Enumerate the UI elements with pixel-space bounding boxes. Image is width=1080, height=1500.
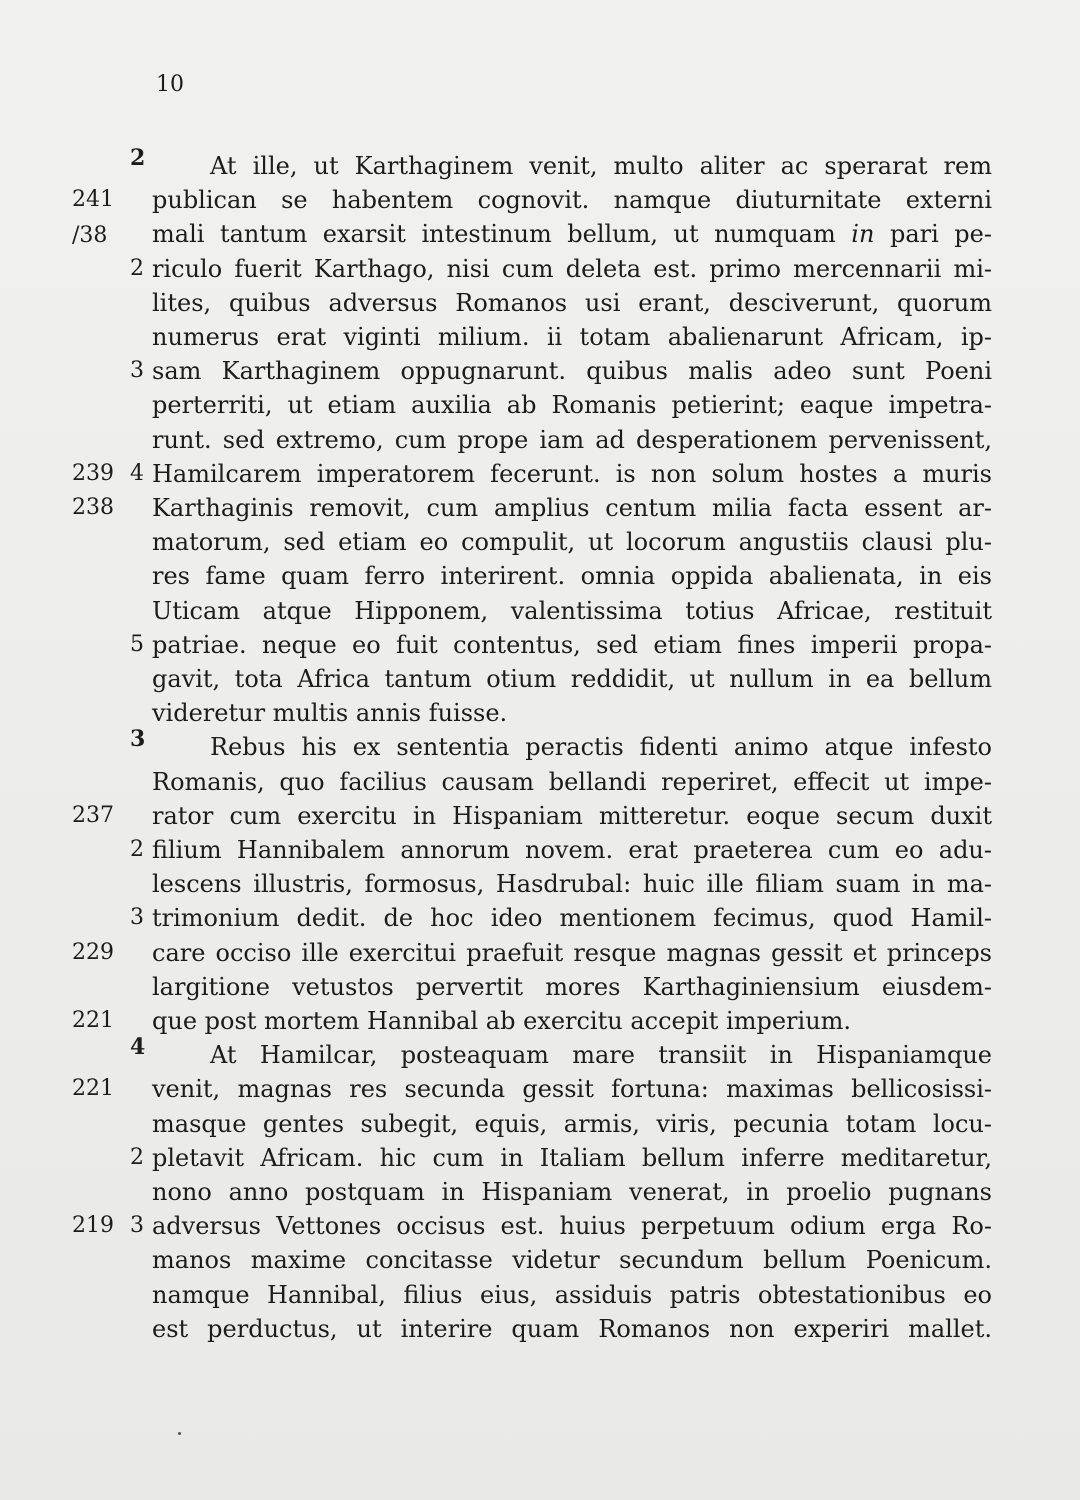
line-text: sam Karthaginem oppugnarunt. quibus malis adeo sunt Poeni [152,357,992,386]
line-text: Karthaginis removit, cum amplius centum milia facta essent ar- [152,494,992,522]
line-text: matorum, sed etiam eo compulit, ut locorum angustiis clausi plu- [152,528,992,557]
section-number: 5 [130,631,144,657]
line-text: care occiso ille exercitui praefuit resque magnas gessit et princeps [152,938,992,967]
text-line [0,1106,1080,1142]
line-text: masque gentes subegit, equis, armis, viris, pecunia totam locu- [152,1109,992,1138]
text-line [0,798,1080,834]
year-margin-note: 221 [72,1008,114,1033]
text-line [0,764,1080,800]
section-number: 3 [130,358,144,384]
chapter-number: 2 [130,145,146,171]
text-line [0,969,1080,1005]
text-line [0,319,1080,355]
chapter-number: 3 [130,726,146,753]
line-text: rator cum exercitu in Hispaniam mitteretur. eoque secum duxit [152,801,992,830]
line-text: adversus Vettones occisus est. huius perpetuum odium erga Ro- [152,1212,992,1241]
text-line [0,285,1080,321]
line-text: est perductus, ut interire quam Romanos non experiri mallet. [152,1314,992,1343]
text-line [0,593,1080,629]
text-line [0,627,1080,663]
line-text: largitione vetustos pervertit mores Karthaginiensium eiusdem- [152,972,992,1001]
line-text: venit, magnas res secunda gessit fortuna: maximas bellicosissi- [152,1075,992,1104]
text-line [0,1003,1080,1039]
line-text: lescens illustris, formosus, Hasdrubal: huic ille filiam suam in ma- [152,870,992,899]
year-margin-note: 239 [72,460,114,486]
line-text: At Hamilcar, posteaquam mare transiit in Hispaniamque [210,1041,992,1070]
line-text: gavit, tota Africa tantum otium reddidit, ut nullum in ea bellum [152,665,992,693]
year-margin-note: 241 /38 [72,187,114,249]
text-line [0,1140,1080,1176]
line-text: Hamilcarem imperatorem fecerunt. is non solum hostes a muris [152,459,992,488]
text-line [0,216,1080,252]
text-line [0,524,1080,560]
text-line [0,456,1080,492]
text-line [0,1034,1080,1073]
section-number: 3 [130,1213,144,1239]
text-line [0,490,1080,526]
line-text: videretur multis annis fuisse. [152,699,508,728]
text-line [0,1311,1080,1347]
text-line [0,661,1080,697]
line-text: namque Hannibal, filius eius, assiduis patris obtestationibus eo [152,1280,992,1309]
text-line [0,1277,1080,1313]
year-margin-note: 237 [72,802,114,828]
line-text: At ille, ut Karthaginem venit, multo aliter ac sperarat rem [210,152,992,180]
text-line [0,558,1080,594]
text-line [0,1242,1080,1278]
text-line [0,145,1080,184]
line-text: trimonium dedit. de hoc ideo mentionem fecimus, quod Hamil- [152,904,992,933]
line-text: pletavit Africam. hic cum in Italiam bellum inferre meditaretur, [152,1143,992,1172]
text-line [0,726,1080,765]
print-speck [178,1432,181,1435]
section-number: 2 [130,837,144,862]
line-text: filium Hannibalem annorum novem. erat praeterea cum eo adu- [152,836,992,864]
line-text: perterriti, ut etiam auxilia ab Romanis petierint; eaque impetra- [152,391,992,420]
text-line [0,1174,1080,1210]
text-line [0,935,1080,971]
section-number: 2 [130,1144,144,1170]
line-text: riculo fuerit Karthago, nisi cum deleta est. primo mercennarii mi- [152,254,992,283]
line-text: lites, quibus adversus Romanos usi erant, desciverunt, quorum [152,288,992,317]
line-text: res fame quam ferro interirent. omnia oppida abalienata, in eis [152,562,992,591]
text-line [0,353,1080,389]
page-number: 10 [156,72,184,97]
text-line [0,387,1080,423]
line-text: Rebus his ex sententia peractis fidenti animo atque infesto [210,733,992,762]
line-text: nono anno postquam in Hispaniam venerat, in proelio pugnans [152,1178,992,1206]
line-text: Romanis, quo facilius causam bellandi reperiret, effecit ut impe- [152,767,992,796]
text-line [0,695,1080,731]
year-margin-note: 219 [72,1213,114,1239]
text-line [0,866,1080,902]
line-text: manos maxime concitasse videtur secundum bellum Poenicum. [152,1246,992,1275]
year-margin-note: 229 [72,939,114,965]
chapter-number: 4 [130,1034,146,1061]
line-text: runt. sed extremo, cum prope iam ad desperationem pervenissent, [152,425,992,454]
text-line [0,422,1080,458]
text-line [0,1071,1080,1107]
text-line [0,832,1080,868]
text-line [0,900,1080,936]
year-margin-note: 238 [72,495,114,520]
text-line [0,251,1080,287]
line-text: numerus erat viginti milium. ii totam abalienarunt Africam, ip- [152,323,992,351]
year-margin-note: 221 [72,1076,114,1102]
line-text: mali tantum exarsit intestinum bellum, ut numquam in pari pe- [152,220,992,249]
line-text: Uticam atque Hipponem, valentissima totius Africae, restituit [152,596,992,625]
section-number: 2 [130,255,144,281]
section-number: 3 [130,905,144,931]
section-number: 4 [130,460,144,486]
line-text: que post mortem Hannibal ab exercitu accepit imperium. [152,1007,852,1035]
text-line [0,1208,1080,1244]
line-text: patriae. neque eo fuit contentus, sed etiam fines imperii propa- [152,630,992,659]
line-text: publican se habentem cognovit. namque diuturnitate externi [152,186,992,215]
